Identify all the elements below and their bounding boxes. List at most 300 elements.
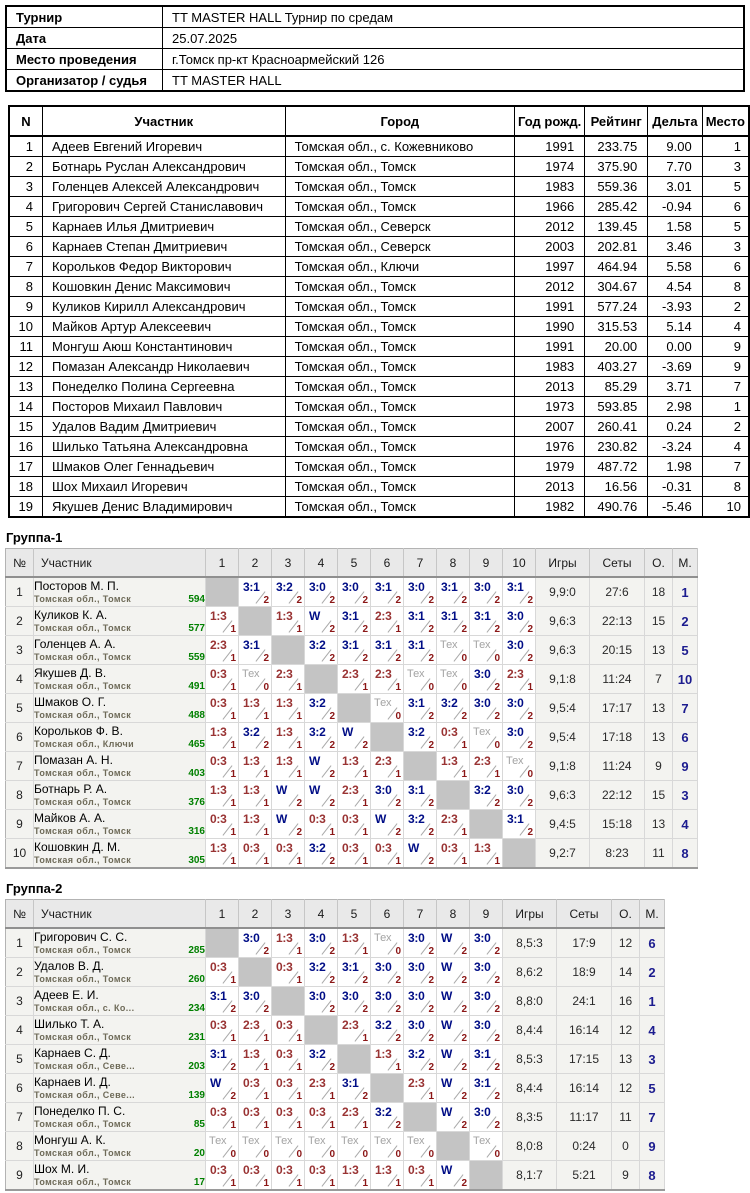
participant-rating: 85.29 [585,377,648,397]
participant-row [9,377,749,397]
participant-delta: 5.58 [648,257,703,277]
match-result-cell [338,928,371,958]
participant-name: Шмаков Олег Геннадьевич [42,457,285,477]
match-result-cell [272,928,305,958]
group-table [5,548,698,869]
group-head [6,900,665,929]
match-score: 3:0 [309,989,326,1003]
match-score: 2:3 [342,1018,359,1032]
group-participant-city: Томская обл., Томск [34,1147,132,1158]
participant-place: 3 [702,237,749,257]
match-result-cell [503,781,536,810]
match-result-cell [305,1132,338,1161]
match-result-cell [206,665,239,694]
group-participant-name: Шилько Т. А. [34,1017,105,1031]
match-points: 2 [329,798,335,809]
participant-row [9,477,749,497]
match-score: 1:3 [276,609,293,623]
match-result-cell [503,694,536,723]
match-points: 1 [362,1120,368,1131]
match-score: 0:3 [243,841,260,855]
participant-number: 4 [9,197,42,217]
match-points: 1 [329,1120,335,1131]
match-result-cell [404,1161,437,1191]
match-result-cell [272,1074,305,1103]
match-score: 0:3 [276,1105,293,1119]
group-participant-cell [34,752,206,781]
match-result-cell [239,665,272,694]
match-score: 3:0 [375,783,392,797]
group-row [6,1045,665,1074]
match-result-cell [239,636,272,665]
match-result-cell [371,1016,404,1045]
group-col-points: О. [645,549,673,578]
match-score: Тех [407,668,425,680]
group-row-number: 1 [6,928,34,958]
group-participant-subline [34,1032,205,1043]
group-participant-cell [34,665,206,694]
match-result-cell [239,781,272,810]
match-result-cell [404,987,437,1016]
match-points: 1 [230,975,236,986]
group-place: 3 [640,1045,665,1074]
group-row-number: 6 [6,1074,34,1103]
group-participant-name: Григорович С. С. [34,930,128,944]
match-score: 3:1 [441,580,458,594]
group-participant-cell [34,987,206,1016]
group-row [6,928,665,958]
group-place: 9 [673,752,698,781]
group-participant-cell [34,694,206,723]
group-sets: 22:12 [590,781,645,810]
group-points: 13 [612,1045,640,1074]
match-result-cell [470,928,503,958]
participants-header-row [9,106,749,136]
match-points: 2 [263,653,269,664]
match-score: W [210,1076,222,1090]
match-points: 1 [296,624,302,635]
match-score: 1:3 [276,931,293,945]
match-points: 1 [230,711,236,722]
match-points: 2 [494,975,500,986]
participant-row [9,136,749,157]
group-participant-subline [34,681,205,692]
match-result-cell [305,1045,338,1074]
match-points: 2 [395,798,401,809]
group-games: 8,3:5 [503,1103,557,1132]
participant-number: 9 [9,297,42,317]
match-points: 1 [296,1062,302,1073]
match-result-cell [272,781,305,810]
match-points: 1 [230,1178,236,1189]
match-score: 1:3 [243,1047,260,1061]
group-place: 6 [640,928,665,958]
match-result-cell [338,723,371,752]
match-score: 3:0 [375,989,392,1003]
group-col-opponent-9: 9 [470,900,503,929]
match-result-cell [272,694,305,723]
participant-delta: 1.98 [648,457,703,477]
match-score: W [441,931,453,945]
match-points: 1 [461,769,467,780]
match-result-cell [272,607,305,636]
match-points: 2 [362,653,368,664]
match-score: Тех [374,697,392,709]
participant-row [9,237,749,257]
participant-birthyear: 2012 [515,277,585,297]
group-row-number: 7 [6,752,34,781]
participant-row [9,217,749,237]
match-result-cell [470,987,503,1016]
info-label: Турнир [6,6,163,28]
group-sets: 15:18 [590,810,645,839]
match-points: 1 [296,856,302,867]
participant-city: Томская обл., Томск [285,317,514,337]
participant-birthyear: 1991 [515,297,585,317]
group-participant-city: Томская обл., Томск [34,709,132,720]
group-sets: 17:18 [590,723,645,752]
self-match-cell [239,958,272,987]
match-result-cell [338,665,371,694]
group-participant-rating: 488 [188,709,205,721]
group-participant-city: Томская обл., Томск [34,796,132,807]
match-score: Тех [506,755,524,767]
match-score: 3:1 [342,609,359,623]
match-result-cell [305,810,338,839]
match-points: 2 [461,1178,467,1189]
match-result-cell [305,577,338,607]
participant-city: Томская обл., Северск [285,217,514,237]
match-result-cell [272,1045,305,1074]
match-score: 0:3 [309,1105,326,1119]
match-result-cell [470,665,503,694]
match-points: 2 [329,653,335,664]
match-points: 1 [263,856,269,867]
match-result-cell [470,577,503,607]
group-games: 9,9:0 [536,577,590,607]
match-result-cell [272,752,305,781]
match-result-cell [470,752,503,781]
match-result-cell [338,1161,371,1191]
match-points: 1 [296,975,302,986]
group-sets: 22:13 [590,607,645,636]
participant-name: Ботнарь Руслан Александрович [42,157,285,177]
match-points: 2 [527,711,533,722]
match-result-cell [272,839,305,869]
group-col-opponent-8: 8 [437,900,470,929]
match-score: 2:3 [507,667,524,681]
match-points: 2 [428,856,434,867]
match-points: 0 [395,711,401,722]
match-result-cell [239,1074,272,1103]
participant-city: Томская обл., Томск [285,177,514,197]
match-points: 2 [494,1004,500,1015]
match-result-cell [503,636,536,665]
group-row [6,607,698,636]
participant-city: Томская обл., Томск [285,437,514,457]
participant-rating: 202.81 [585,237,648,257]
group-participant-city: Томская обл., Томск [34,767,132,778]
participant-place: 4 [702,317,749,337]
group-sets: 20:15 [590,636,645,665]
participant-birthyear: 1991 [515,136,585,157]
match-points: 0 [230,1149,236,1160]
participant-delta: 2.98 [648,397,703,417]
match-score: 3:0 [474,931,491,945]
self-match-cell [371,723,404,752]
group-row-number: 10 [6,839,34,869]
match-result-cell [338,839,371,869]
match-points: 2 [428,624,434,635]
match-result-cell [206,958,239,987]
group-row-number: 2 [6,607,34,636]
match-score: 0:3 [342,841,359,855]
group-participant-name: Шох М. И. [34,1162,90,1176]
group-participant-city: Томская обл., Томск [34,854,132,865]
group-place: 6 [673,723,698,752]
info-value: TT MASTER HALL [163,70,745,92]
participant-rating: 304.67 [585,277,648,297]
group-col-number: № [6,549,34,578]
participant-number: 19 [9,497,42,518]
group-points: 12 [612,928,640,958]
match-result-cell [338,987,371,1016]
match-points: 2 [395,1004,401,1015]
match-score: 3:0 [474,989,491,1003]
match-result-cell [338,781,371,810]
participant-row [9,257,749,277]
participant-name: Якушев Денис Владимирович [42,497,285,518]
match-score: Тех [374,1135,392,1147]
match-points: 2 [494,682,500,693]
match-result-cell [206,694,239,723]
match-result-cell [206,1074,239,1103]
group-row-number: 7 [6,1103,34,1132]
tournament-info-table [5,5,745,92]
match-points: 1 [362,946,368,957]
match-result-cell [206,1016,239,1045]
participant-row [9,277,749,297]
match-result-cell [239,839,272,869]
match-points: 2 [494,1091,500,1102]
match-score: 3:1 [507,580,524,594]
match-points: 1 [263,1178,269,1189]
match-points: 0 [329,1149,335,1160]
match-result-cell [239,928,272,958]
group-table [5,899,665,1191]
match-points: 2 [329,595,335,606]
match-result-cell [206,1103,239,1132]
match-score: W [441,1018,453,1032]
match-result-cell [239,723,272,752]
match-points: 2 [494,711,500,722]
group-sets: 8:23 [590,839,645,869]
group-row-number: 9 [6,1161,34,1191]
match-result-cell [470,781,503,810]
group-participant-subline [34,594,205,605]
match-result-cell [371,752,404,781]
match-result-cell [272,810,305,839]
group-row-number: 3 [6,987,34,1016]
participant-city: Томская обл., Томск [285,297,514,317]
match-score: Тех [209,1135,227,1147]
group-participant-rating: 491 [188,680,205,692]
self-match-cell [305,1016,338,1045]
match-result-cell [437,987,470,1016]
match-result-cell [338,577,371,607]
match-score: 3:0 [507,696,524,710]
self-match-cell [272,987,305,1016]
match-points: 2 [395,1033,401,1044]
match-score: 0:3 [243,1076,260,1090]
match-points: 2 [461,1004,467,1015]
participant-city: Томская обл., Томск [285,157,514,177]
match-points: 2 [461,624,467,635]
group-participant-subline [34,1177,205,1188]
group-col-opponent-1: 1 [206,900,239,929]
match-points: 2 [461,1062,467,1073]
participant-name: Адеев Евгений Игоревич [42,136,285,157]
match-result-cell [371,987,404,1016]
match-result-cell [272,577,305,607]
match-score: 0:3 [243,1105,260,1119]
group-col-opponent-5: 5 [338,549,371,578]
match-result-cell [503,607,536,636]
group-games: 9,6:3 [536,781,590,810]
match-score: 0:3 [210,812,227,826]
match-score: 2:3 [342,1105,359,1119]
match-points: 1 [230,856,236,867]
group-participant-city: Томская обл., Томск [34,680,132,691]
match-points: 2 [494,946,500,957]
match-score: 1:3 [243,783,260,797]
participant-name: Монгуш Аюш Константинович [42,337,285,357]
group-sets: 18:9 [557,958,612,987]
group-place: 8 [640,1161,665,1191]
group-place: 4 [640,1016,665,1045]
group-row [6,636,698,665]
group-row-number: 5 [6,694,34,723]
participant-delta: 5.14 [648,317,703,337]
participant-name: Удалов Вадим Дмитриевич [42,417,285,437]
match-points: 2 [329,856,335,867]
self-match-cell [470,1161,503,1191]
match-result-cell [239,810,272,839]
match-points: 2 [494,1033,500,1044]
group-col-opponent-6: 6 [371,900,404,929]
group-participant-rating: 20 [193,1147,205,1159]
group-row-number: 1 [6,577,34,607]
match-score: 0:3 [210,960,227,974]
match-result-cell [371,636,404,665]
group-place: 1 [673,577,698,607]
participant-name: Кошовкин Денис Максимович [42,277,285,297]
participant-number: 16 [9,437,42,457]
participants-table [8,105,750,518]
match-points: 1 [362,769,368,780]
match-score: 3:2 [375,1105,392,1119]
group-points: 12 [612,1074,640,1103]
match-score: W [309,754,321,768]
group-participant-cell [34,1132,206,1161]
participant-delta: -0.94 [648,197,703,217]
participant-delta: 4.54 [648,277,703,297]
group-row-number: 9 [6,810,34,839]
match-score: W [309,609,321,623]
participant-row [9,317,749,337]
match-points: 2 [428,1062,434,1073]
participant-city: Томская обл., Северск [285,237,514,257]
match-score: 2:3 [210,638,227,652]
group-row [6,723,698,752]
match-result-cell [404,1132,437,1161]
group-row [6,1161,665,1191]
self-match-cell [371,1074,404,1103]
match-points: 1 [461,827,467,838]
match-result-cell [437,752,470,781]
group-row [6,752,698,781]
match-points: 2 [428,827,434,838]
match-points: 0 [263,682,269,693]
participant-name: Понеделко Полина Сергеевна [42,377,285,397]
match-result-cell [371,810,404,839]
match-score: 0:3 [309,1163,326,1177]
match-score: Тех [341,1135,359,1147]
group-participant-rating: 577 [188,622,205,634]
participant-name: Посторов Михаил Павлович [42,397,285,417]
match-result-cell [437,810,470,839]
match-result-cell [437,1103,470,1132]
match-score: 0:3 [210,667,227,681]
match-result-cell [338,1132,371,1161]
match-score: 2:3 [276,667,293,681]
match-points: 1 [494,856,500,867]
group-games: 8,0:8 [503,1132,557,1161]
match-points: 0 [296,1149,302,1160]
match-result-cell [239,1103,272,1132]
group-participant-city: Томская обл., Томск [34,622,132,633]
match-points: 2 [461,1120,467,1131]
match-result-cell [371,1161,404,1191]
match-score: 3:1 [210,989,227,1003]
match-points: 2 [428,740,434,751]
group-participant-name: Карнаев С. Д. [34,1046,111,1060]
group-points: 12 [612,1016,640,1045]
match-score: 3:0 [375,960,392,974]
match-points: 2 [329,711,335,722]
match-score: 3:0 [474,960,491,974]
match-points: 1 [263,711,269,722]
group-participant-rating: 316 [188,825,205,837]
self-match-cell [338,694,371,723]
match-points: 1 [329,827,335,838]
match-points: 1 [296,682,302,693]
self-match-cell [338,1045,371,1074]
group-col-opponent-6: 6 [371,549,404,578]
participant-place: 10 [702,497,749,518]
match-points: 2 [362,595,368,606]
match-result-cell [338,958,371,987]
match-points: 2 [527,740,533,751]
match-points: 2 [329,769,335,780]
group-participant-rating: 305 [188,854,205,866]
match-result-cell [272,1103,305,1132]
match-points: 2 [428,1033,434,1044]
match-score: 3:1 [243,638,260,652]
group-participant-city: Томская обл., Ключи [34,738,135,749]
group-participant-rating: 465 [188,738,205,750]
match-score: 3:0 [507,609,524,623]
